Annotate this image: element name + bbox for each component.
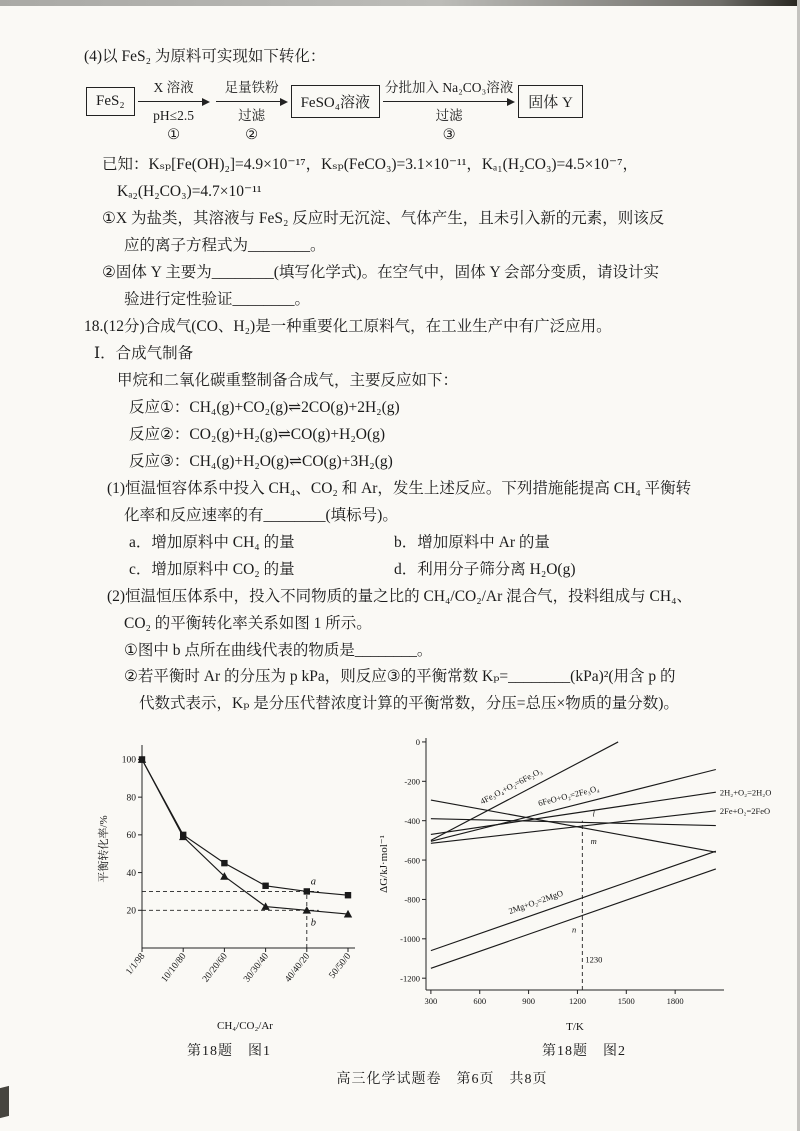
figure-2-caption: 第18题 图2 xyxy=(542,1044,626,1060)
flow-step-3-number: ③ xyxy=(442,127,456,144)
flow-arrow-3-reagent: 分批加入 Na₂CO₃溶液 xyxy=(384,79,514,95)
q18-reaction-1: 反应①：CH₄(g)+CO₂(g)⇌2CO(g)+2H₂(g) xyxy=(129,398,400,416)
svg-text:20/20/60: 20/20/60 xyxy=(201,952,230,985)
right-arrow-icon xyxy=(216,97,288,107)
svg-text:1500: 1500 xyxy=(617,996,635,1007)
svg-text:1800: 1800 xyxy=(666,996,684,1007)
svg-text:1230: 1230 xyxy=(585,954,603,965)
q18-part2-item-2-line-2: 代数式表示，Kₚ 是分压代替浓度计算的平衡常数，分压=总压×物质的量分数)。 xyxy=(139,695,679,713)
q18-section-1-title: Ⅰ．合成气制备 xyxy=(94,344,194,362)
right-arrow-icon xyxy=(138,97,210,107)
svg-text:T/K: T/K xyxy=(566,1021,584,1034)
figure-2 xyxy=(374,726,794,1060)
q18-reaction-2: 反应②：CO₂(g)+H₂(g)⇌CO(g)+H₂O(g) xyxy=(129,425,386,443)
q4-item1-line-2: 应的离子方程式为________。 xyxy=(124,236,326,254)
q18-option-a: a．增加原料中 CH₄ 的量 xyxy=(129,533,295,551)
flow-box-fes2: FeS₂ xyxy=(86,87,135,116)
q18-part2-item-2-line-1: ②若平衡时 Ar 的分压为 p kPa，则反应③的平衡常数 Kₚ=________(kPa)²(用含 p 的 xyxy=(124,668,676,686)
q18-part1-line-1: (1)恒温恒容体系中投入 CH₄、CO₂ 和 Ar，发生上述反应。下列措施能提高 CH₄ 平衡转 xyxy=(107,479,692,497)
flow-step-1-number: ① xyxy=(167,127,181,144)
svg-text:40/40/20: 40/40/20 xyxy=(283,952,313,985)
svg-text:-1200: -1200 xyxy=(400,973,420,984)
svg-text:80: 80 xyxy=(126,793,136,804)
svg-text:60: 60 xyxy=(126,831,136,842)
svg-text:ΔG/kJ·mol⁻¹: ΔG/kJ·mol⁻¹ xyxy=(378,835,390,894)
svg-text:-600: -600 xyxy=(404,855,420,866)
svg-text:a: a xyxy=(310,876,317,888)
right-arrow-icon xyxy=(383,97,515,107)
svg-text:l: l xyxy=(592,809,595,820)
q18-option-d: d．利用分子筛分离 H₂O(g) xyxy=(394,560,576,578)
page-footer: 高三化学试题卷 第6页 共8页 xyxy=(336,1072,548,1088)
q4-item2-line-2: 验进行定性验证________。 xyxy=(124,290,311,308)
flow-diagram xyxy=(86,79,800,144)
svg-text:b: b xyxy=(310,917,317,929)
flow-arrow-1 xyxy=(138,79,210,144)
svg-text:6FeO+O₂=2Fe₃O₄: 6FeO+O₂=2Fe₃O₄ xyxy=(537,783,601,809)
scan-corner-artifact xyxy=(0,1086,9,1118)
flow-arrow-1-condition: pH≤2.5 xyxy=(153,107,194,123)
svg-text:4Fe₃O₄+O₂=6Fe₂O₃: 4Fe₃O₄+O₂=6Fe₂O₃ xyxy=(478,766,544,807)
svg-text:20: 20 xyxy=(126,906,136,917)
svg-text:40: 40 xyxy=(126,869,136,880)
svg-text:2Mg+O₂=2MgO: 2Mg+O₂=2MgO xyxy=(507,888,565,917)
svg-text:n: n xyxy=(572,924,577,935)
q18-part1-line-2: 化率和反应速率的有________(填标号)。 xyxy=(124,506,398,524)
figure-1 xyxy=(94,736,364,1060)
figure-2-ellingham-chart xyxy=(374,726,794,1036)
question-18 xyxy=(84,314,800,719)
svg-text:10/10/80: 10/10/80 xyxy=(159,952,189,985)
figure-1-caption: 第18题 图1 xyxy=(187,1044,271,1060)
svg-text:2Fe+O₂=2FeO: 2Fe+O₂=2FeO xyxy=(719,806,771,817)
svg-text:CH₄/CO₂/Ar: CH₄/CO₂/Ar xyxy=(217,1020,273,1033)
q18-part2-line-2: CO₂ 的平衡转化率关系如图 1 所示。 xyxy=(124,614,372,632)
flow-arrow-3 xyxy=(383,79,515,144)
svg-text:300: 300 xyxy=(424,996,438,1007)
figure-1-conversion-chart xyxy=(94,736,364,1036)
svg-text:-1000: -1000 xyxy=(400,934,420,945)
flow-arrow-1-reagent: X 溶液 xyxy=(153,79,194,95)
svg-text:m: m xyxy=(590,836,597,847)
q4-known-line-1: 已知：Kₛₚ[Fe(OH)₂]=4.9×10⁻¹⁷，Kₛₚ(FeCO₃)=3.1×10⁻¹¹，Kₐ₁(H₂CO₃)=4.5×10⁻⁷， xyxy=(102,156,638,174)
flow-arrow-3-condition: 过滤 xyxy=(435,107,463,123)
q18-intro: 甲烷和二氧化碳重整制备合成气，主要反应如下： xyxy=(117,371,459,389)
q18-option-b: b．增加原料中 Ar 的量 xyxy=(394,533,550,551)
flow-box-solid-y: 固体 Y xyxy=(518,85,583,118)
flow-step-2-number: ② xyxy=(245,127,259,144)
svg-text:平衡转化率/%: 平衡转化率/% xyxy=(98,815,110,884)
flow-box-feso4: FeSO₄溶液 xyxy=(291,85,380,118)
svg-text:900: 900 xyxy=(522,996,535,1007)
svg-text:2H₂+O₂=2H₂O: 2H₂+O₂=2H₂O xyxy=(719,787,772,798)
svg-text:0: 0 xyxy=(415,737,420,748)
svg-text:-200: -200 xyxy=(404,776,420,787)
q18-part2-item-1: ①图中 b 点所在曲线代表的物质是________。 xyxy=(124,641,433,659)
svg-text:600: 600 xyxy=(473,996,487,1007)
flow-arrow-2-condition: 过滤 xyxy=(238,107,266,123)
q18-options-row-1 xyxy=(84,530,800,557)
q18-heading: 18.(12分)合成气(CO、H₂)是一种重要化工原料气，在工业生产中有广泛应用。 xyxy=(84,317,612,335)
figures-row xyxy=(94,726,800,1060)
flow-arrow-2 xyxy=(216,79,288,144)
q4-known-line-2: Kₐ₂(H₂CO₃)=4.7×10⁻¹¹ xyxy=(117,183,262,201)
q4-item1-line-1: ①X 为盐类，其溶液与 FeS₂ 反应时无沉淀、气体产生，且未引入新的元素，则该反 xyxy=(102,210,665,227)
q18-reaction-3: 反应③：CH₄(g)+H₂O(g)⇌CO(g)+3H₂(g) xyxy=(129,452,393,470)
question-4 xyxy=(84,44,800,314)
svg-text:1200: 1200 xyxy=(568,996,586,1007)
svg-text:30/30/40: 30/30/40 xyxy=(242,952,271,985)
svg-text:100: 100 xyxy=(121,756,136,767)
scan-edge-artifact xyxy=(0,0,800,6)
q18-option-c: c．增加原料中 CO₂ 的量 xyxy=(129,560,295,578)
svg-text:50/50/0: 50/50/0 xyxy=(327,952,354,982)
flow-arrow-2-reagent: 足量铁粉 xyxy=(224,79,279,95)
svg-text:-800: -800 xyxy=(404,895,420,906)
q4-intro: (4)以 FeS₂ 为原料可实现如下转化： xyxy=(84,48,326,65)
q4-item2-line-1: ②固体 Y 主要为________(填写化学式)。在空气中，固体 Y 会部分变质，请设计实 xyxy=(102,263,659,281)
q18-part2-line-1: (2)恒温恒压体系中，投入不同物质的量之比的 CH₄/CO₂/Ar 混合气，投料组成与 CH₄、 xyxy=(107,587,692,605)
q18-options-row-2 xyxy=(84,557,800,584)
svg-text:-400: -400 xyxy=(404,816,420,827)
svg-text:1/1/98: 1/1/98 xyxy=(124,952,148,978)
